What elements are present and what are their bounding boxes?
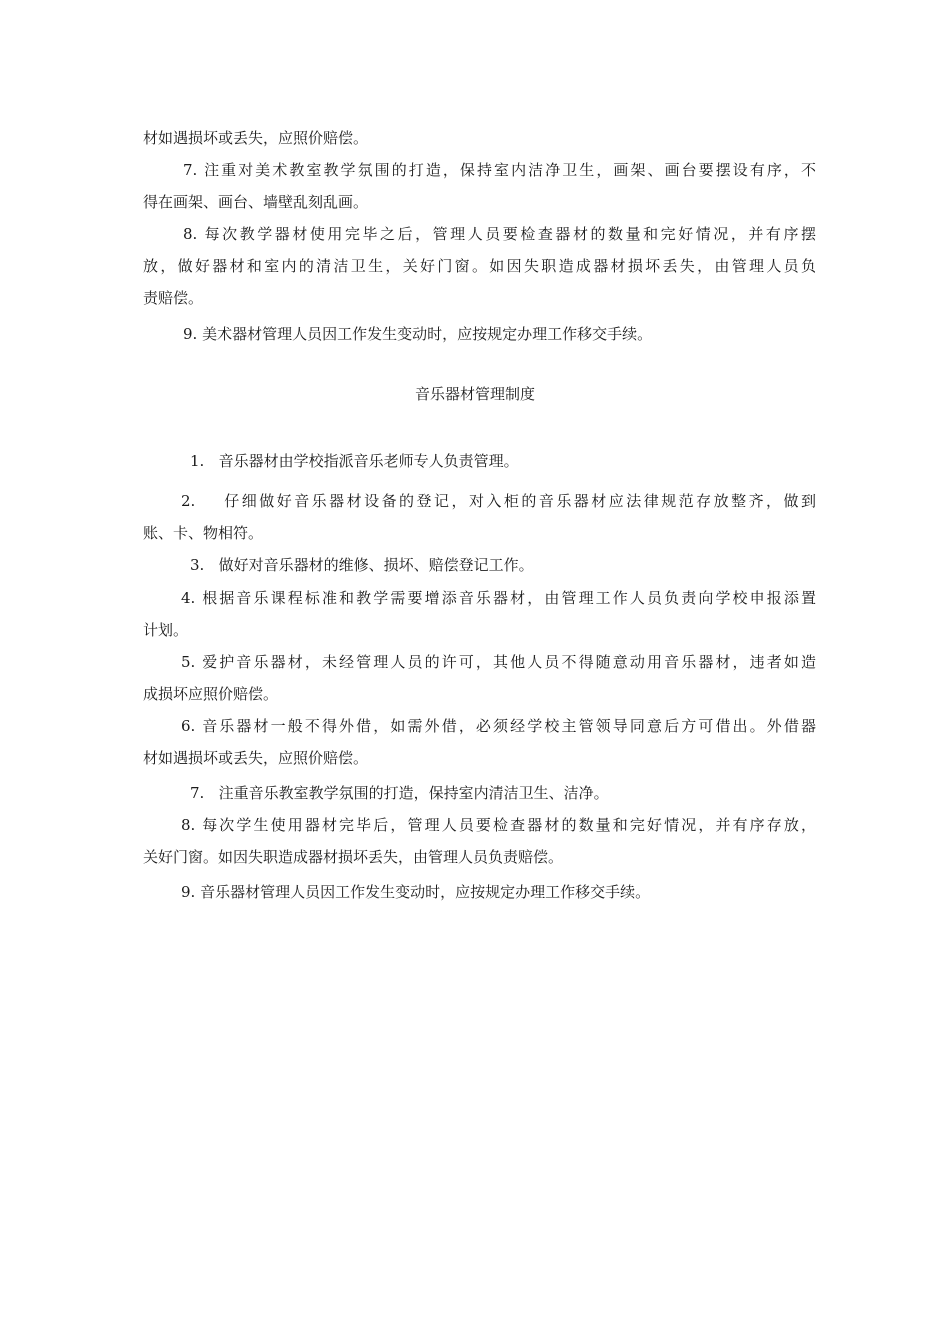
art-rule-6-continued: 材如遇损坏或丢失，应照价赔偿。 [143,129,369,147]
music-rule-6-continued: 材如遇损坏或丢失，应照价赔偿。 [143,749,369,767]
music-rule-8: 8. 每次学生使用器材完毕后，管理人员要检查器材的数量和完好情况，并有序存放， [181,816,816,834]
section-title: 音乐器材管理制度 [414,385,535,403]
music-rule-1: 1. 音乐器材由学校指派音乐老师专人负责管理。 [190,452,519,470]
music-rule-5-continued: 成损坏应照价赔偿。 [143,685,279,703]
music-rule-6: 6. 音乐器材一般不得外借，如需外借，必须经学校主管领导同意后方可借出。外借器 [181,717,816,735]
music-rule-5: 5. 爱护音乐器材，未经管理人员的许可，其他人员不得随意动用音乐器材，违者如造 [181,653,816,671]
art-rule-7-continued: 得在画架、画台、墙壁乱刻乱画。 [143,193,369,211]
art-rule-9: 9. 美术器材管理人员因工作发生变动时，应按规定办理工作移交手续。 [183,325,653,343]
music-rule-2-continued: 账、卡、物相符。 [143,524,264,542]
music-rule-4-continued: 计划。 [143,621,189,639]
art-rule-7: 7. 注重对美术教室教学氛围的打造，保持室内洁净卫生，画架、画台要摆设有序，不 [183,161,816,179]
art-rule-8-continued-2: 责赔偿。 [143,289,204,307]
music-rule-8-continued: 关好门窗。如因失职造成器材损坏丢失，由管理人员负责赔偿。 [143,848,564,866]
music-rule-7: 7. 注重音乐教室教学氛围的打造，保持室内清洁卫生、洁净。 [190,784,609,802]
music-rule-3: 3. 做好对音乐器材的维修、损坏、赔偿登记工作。 [190,556,534,574]
art-rule-8-continued: 放，做好器材和室内的清洁卫生，关好门窗。如因失职造成器材损坏丢失，由管理人员负 [143,257,816,275]
music-rule-9: 9. 音乐器材管理人员因工作发生变动时，应按规定办理工作移交手续。 [181,883,651,901]
music-rule-2: 2. 仔细做好音乐器材设备的登记，对入柜的音乐器材应法律规范存放整齐，做到 [181,492,816,510]
art-rule-8: 8. 每次教学器材使用完毕之后，管理人员要检查器材的数量和完好情况，并有序摆 [183,225,816,243]
music-rule-4: 4. 根据音乐课程标准和教学需要增添音乐器材，由管理工作人员负责向学校申报添置 [181,589,816,607]
